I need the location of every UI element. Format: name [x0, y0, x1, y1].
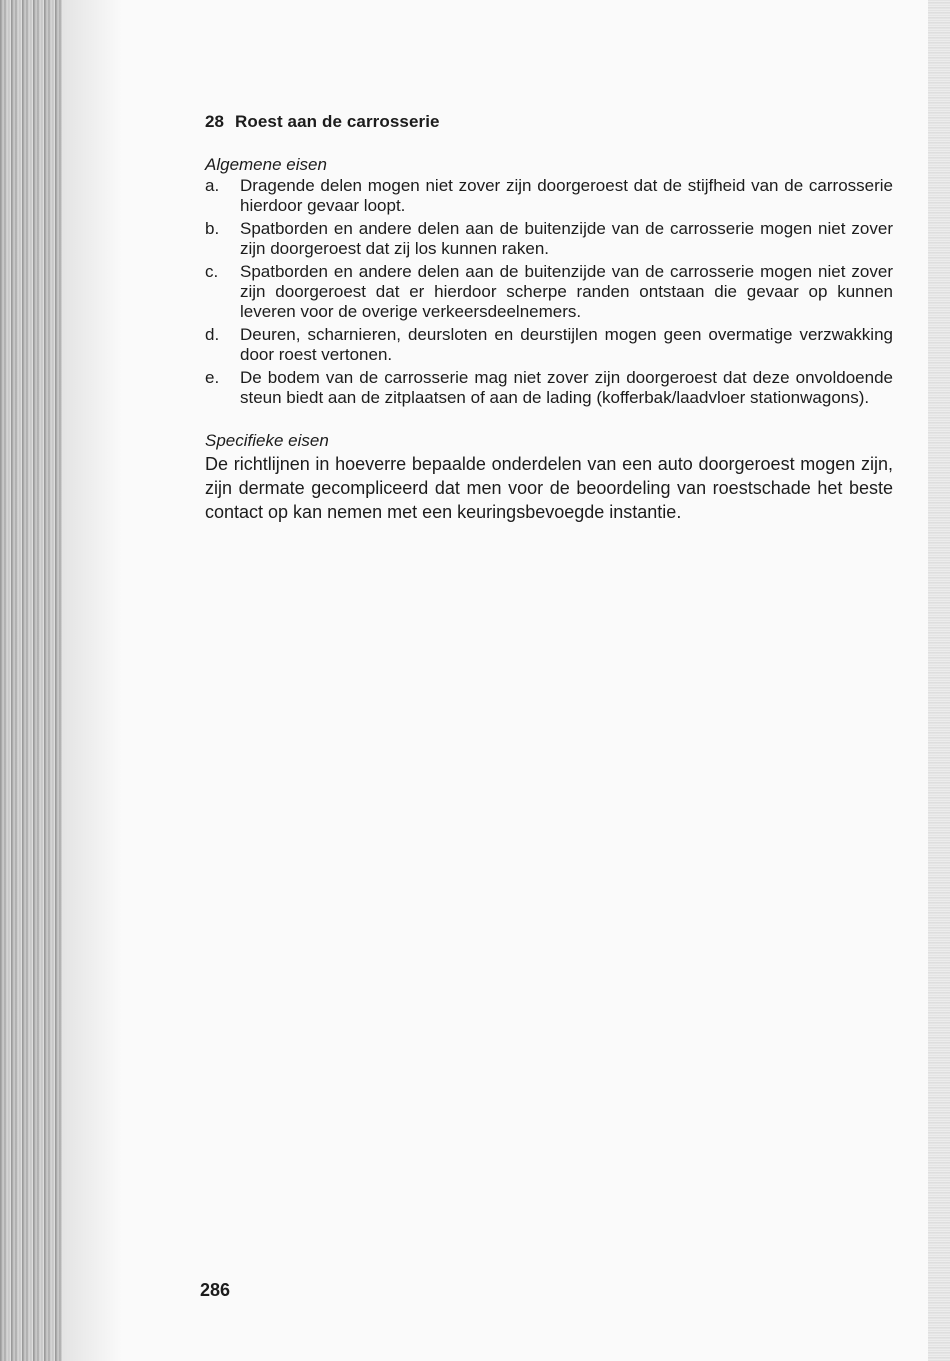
list-item — [205, 325, 893, 365]
specific-requirements-heading: Specifieke eisen — [205, 431, 329, 450]
list-marker: b. — [205, 219, 220, 238]
list-item-text: Deuren, scharnieren, deursloten en deurstijlen mogen geen overmatige verzwakking door roest vertonen. — [240, 325, 893, 364]
list-item-text: De bodem van de carrosserie mag niet zover zijn doorgeroest dat deze onvoldoende steun biedt aan de zitplaatsen of aan de lading (kofferbak/laadvloer stationwagons). — [240, 368, 893, 407]
section-number: 28 — [205, 112, 225, 131]
list-item-text: Dragende delen mogen niet zover zijn doorgeroest dat de stijfheid van de carrosserie hierdoor gevaar loopt. — [240, 176, 893, 215]
spine-gradient — [62, 0, 122, 1361]
list-item — [205, 262, 893, 322]
general-requirements-heading: Algemene eisen — [205, 155, 327, 174]
list-item — [205, 176, 893, 216]
list-item-text: Spatborden en andere delen aan de buitenzijde van de carrosserie mogen niet zover zijn doorgeroest dat er hierdoor scherpe randen ontstaan die gevaar op kunnen leveren voor de overige verkeersdeelnemers. — [240, 262, 893, 321]
specific-requirements-text: De richtlijnen in hoeverre bepaalde onderdelen van een auto doorgeroest mogen zijn, zijn dermate gecompliceerd dat men voor de beoordeling van roestschade het beste contact op kan nemen met een keuringsbevoegde instantie. — [205, 454, 893, 522]
general-requirements — [205, 154, 893, 408]
list-marker: a. — [205, 176, 220, 195]
page-content — [205, 112, 893, 524]
book-spine-shadow — [0, 0, 62, 1361]
list-item — [205, 368, 893, 408]
section-heading — [205, 112, 893, 132]
list-marker: e. — [205, 368, 220, 387]
list-marker: d. — [205, 325, 220, 344]
section-title: Roest aan de carrosserie — [235, 112, 440, 131]
requirements-list — [205, 176, 893, 408]
page-number: 286 — [200, 1280, 231, 1300]
list-item — [205, 219, 893, 259]
page-edge-texture — [928, 0, 950, 1361]
list-item-text: Spatborden en andere delen aan de buitenzijde van de carrosserie mogen niet zover zijn doorgeroest dat zij los kunnen raken. — [240, 219, 893, 258]
list-marker: c. — [205, 262, 219, 281]
specific-requirements — [205, 430, 893, 524]
